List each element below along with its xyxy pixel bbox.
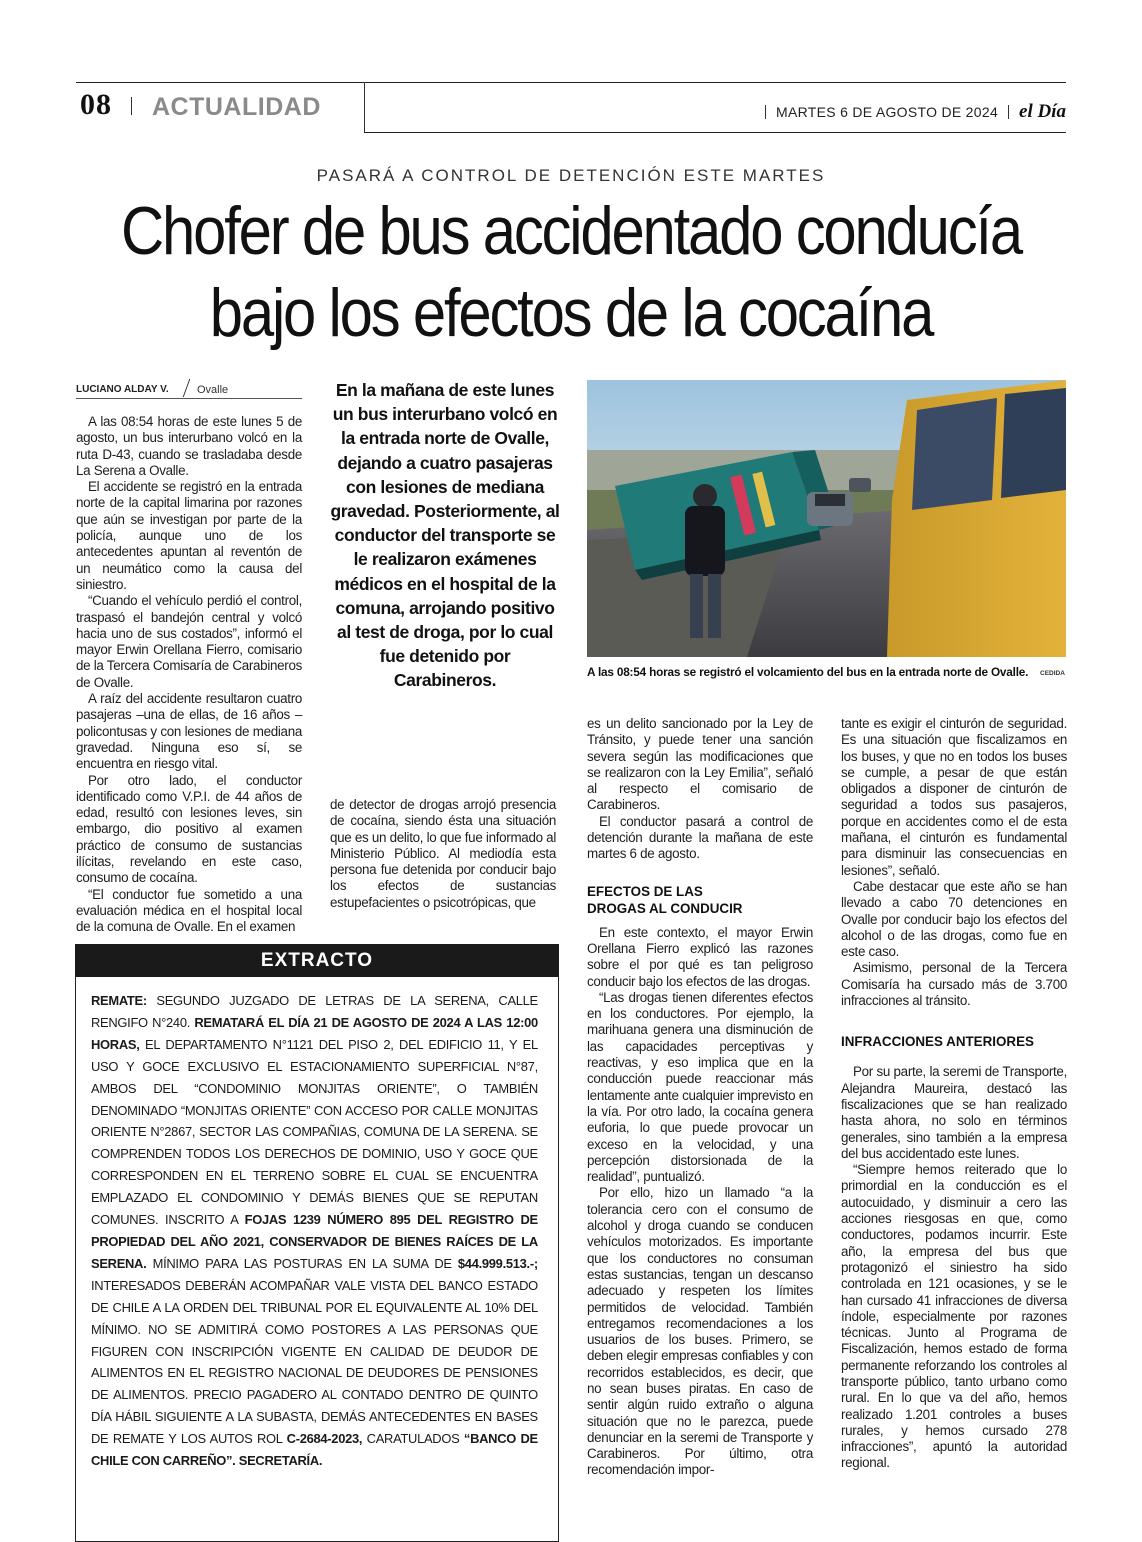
header-separator <box>131 97 132 115</box>
extracto-span: CARATULADOS <box>362 1431 464 1447</box>
headline-line-2: bajo los efectos de la cocaína <box>209 275 933 351</box>
paragraph: Por su parte, la seremi de Transporte, Alejandra Maureira, destacó las fiscalizaciones que se han realizado hasta ahora, no solo en términos generales, sino también a la empresa del bus accidentado este lunes. <box>841 1064 1067 1161</box>
paragraph: Cabe destacar que este año se han llevado a cabo 70 detenciones en Ovalle por conducir bajo los efectos del alcohol o de las drogas, como fue en este caso. <box>841 878 1067 960</box>
section-title: ACTUALIDAD <box>152 93 321 121</box>
paragraph: tante es exigir el cinturón de seguridad. Es una situación que fiscalizamos en los buses, y que no en todos los buses se cumple, a pesar de que están obligados a disponer de cinturón de seguridad a todos sus pasajeros, porque en accidentes como el de esta mañana, el cinturón es fundamental para disminuir las consecuencias en lesiones”, señaló. <box>841 716 1067 878</box>
subheading-line: DROGAS AL CONDUCIR <box>587 900 743 916</box>
article-headline <box>104 190 1039 354</box>
paragraph: de detector de drogas arrojó presencia de cocaína, siendo ésta una situación que es un delito, lo que fue informado al Ministerio Público. Al mediodía esta persona fue detenida por conducir bajo los efectos de sustancias estupefacientes o psicotrópicas, que <box>330 797 556 910</box>
paragraph: En este contexto, el mayor Erwin Orellana Fierro explicó las razones sobre el por qué es tan peligroso conducir bajo los efectos de las drogas. <box>587 924 813 989</box>
header-bottom-rule <box>364 132 1066 133</box>
extracto-bold: C-2684-2023, <box>286 1431 363 1447</box>
extracto-bold: “BANCO DE CHILE CON CARREÑO”. SECRETARÍA. <box>91 1431 538 1469</box>
extracto-text <box>91 990 538 1472</box>
paragraph: Por otro lado, el conductor identificado como V.P.I. de 44 años de edad, resultó con lesiones leves, sin embargo, dio positivo al examen práctico de consumo de sustancias ilícitas, revelando en este caso, consumo de cocaína. <box>76 772 302 886</box>
extracto-span: MÍNIMO PARA LAS POSTURAS EN LA SUMA DE <box>146 1255 458 1271</box>
extracto-bold: REMATE: <box>91 993 147 1008</box>
extracto-span: INTERESADOS DEBERÁN ACOMPAÑAR VALE VISTA DEL BANCO ESTADO DE CHILE A LA ORDEN DEL TRIBUNAL POR EL EQUIVALENTE AL 10% DEL MÍNIMO. NO SE ADMITIRÁ COMO POSTORES A LAS PERSONAS QUE FIGUREN CON INSCRIPCIÓN VIGENTE EN CALIDAD DE DEUDOR DE ALIMENTOS EN EL REGISTRO NACIONAL DE DEUDORES DE PENSIONES DE ALIMENTOS. PRECIO PAGADERO AL CONTADO DENTRO DE QUINTO DÍA HÁBIL SIGUIENTE A LA SUBASTA, DEMÁS ANTECEDENTES EN BASES DE REMATE Y LOS AUTOS ROL <box>91 1277 538 1447</box>
subheading-infracciones: INFRACCIONES ANTERIORES <box>841 1034 1034 1050</box>
brand-separator <box>1008 105 1009 119</box>
photo-caption: A las 08:54 horas se registró el volcamiento del bus en la entrada norte de Ovalle. <box>587 665 1029 679</box>
paragraph: A las 08:54 horas de este lunes 5 de agosto, un bus interurbano volcó en la ruta D-43, cuando se trasladaba desde La Serena a Ovalle. <box>76 414 302 478</box>
page-number: 08 <box>80 88 112 121</box>
bus-accident-photo <box>587 380 1066 657</box>
paragraph: “Las drogas tienen diferentes efectos en los conductores. Por ejemplo, la marihuana genera una disminución de las capacidades perceptivas y reactivas, y eso implica que en la conducción puede reaccionar más lentamente ante cualquier imprevisto en la vía. Por otro lado, la cocaína genera euforia, lo que puede provocar un exceso en la velocidad, y una percepción distorsionada de la realidad”, puntualizó. <box>587 989 813 1185</box>
paragraph: es un delito sancionado por la Ley de Tránsito, y puede tener una sanción severa según las modificaciones que se realizaron con la Ley Emilia”, señaló al respecto el comisario de Carabineros. <box>587 716 813 813</box>
paragraph: A raíz del accidente resultaron cuatro pasajeras –una de ellas, de 16 años – policontusas y con lesiones de mediana gravedad. Ninguna eso sí, se encuentra en riesgo vital. <box>76 691 302 772</box>
extracto-span: SEGUNDO JUZGADO DE LETRAS DE LA SERENA, CALLE RENGIFO N°240. <box>91 993 538 1030</box>
header-divider <box>364 82 365 132</box>
extracto-span: EL DEPARTAMENTO N°1121 DEL PISO 2, DEL EDIFICIO 11, Y EL USO Y GOCE EXCLUSIVO EL ESTACIONAMIENTO SUPERFICIAL N°87, AMBOS DEL “CONDOMINIO MONJITAS ORIENTE”, O TAMBIÉN DENOMINADO “MONJITAS ORIENTE” CON ACCESO POR CALLE MONJITAS ORIENTE N°2867, SECTOR LAS COMPAÑIAS, COMUNA DE LA SERENA. SE COMPRENDEN TODOS LOS DERECHOS DE DOMINIO, USO Y GOCE QUE CORRESPONDEN EN EL TERRENO SOBRE EL CUAL SE ENCUENTRA EMPLAZADO EL CONDOMINIO Y DEMÁS BIENES QUE SE REPUTAN COMUNES. INSCRITO A <box>91 1036 538 1228</box>
article-column-3 <box>587 716 813 1479</box>
photo-credit: CEDIDA <box>1040 670 1065 677</box>
issue-date: MARTES 6 DE AGOSTO DE 2024 <box>776 104 999 120</box>
subheading-efectos <box>587 883 813 917</box>
byline-slash <box>183 379 191 397</box>
extracto-bold: REMATARÁ EL DÍA 21 DE AGOSTO DE 2024 A LAS 12:00 HORAS, <box>91 1014 538 1052</box>
paragraph: “Cuando el vehículo perdió el control, traspasó el bandejón central y volcó hacia uno de sus costados”, informó el mayor Erwin Orellana Fierro, comisario de la Tercera Comisaría de Carabineros de Ovalle. <box>76 593 302 690</box>
headline-line-1: Chofer de bus accidentado conducía <box>121 193 1021 269</box>
article-column-2 <box>330 797 556 911</box>
paragraph: El conductor pasará a control de detención durante la mañana de este martes 6 de agosto. <box>587 813 813 862</box>
article-kicker: PASARÁ A CONTROL DE DETENCIÓN ESTE MARTES <box>316 166 826 185</box>
extracto-bold: $44.999.513.-; <box>457 1255 538 1271</box>
extracto-bold: FOJAS 1239 NÚMERO 895 DEL REGISTRO DE PROPIEDAD DEL AÑO 2021, CONSERVADOR DE BIENES RAÍCES DE LA SERENA. <box>91 1212 538 1271</box>
author-location: Ovalle <box>197 384 229 396</box>
paragraph: Por ello, hizo un llamado “a la tolerancia cero con el consumo de alcohol y droga cuando se conducen vehículos motorizados. Es importante que los conductores no consuman estas sustancias, tengan un descanso adecuado y respeten los límites permitidos de velocidad. También entregamos recomendaciones a los usuarios de los buses. Primero, se deben elegir empresas confiables y con recorridos establecidos, es decir, que no sean buses piratas. En caso de sentir algún ruido extraño o alguna situación que no le parezca, puede denunciar en la seremi de Transporte y Carabineros. Por último, otra recomendación impor- <box>587 1185 813 1478</box>
header-right <box>765 101 1066 123</box>
article-column-1 <box>76 414 302 936</box>
header-top-rule <box>76 82 1066 83</box>
subheading-line: EFECTOS DE LAS <box>587 883 703 899</box>
paragraph: “Siempre hemos reiterado que lo primordial en la conducción es el autocuidado, y disminuir a cero las acciones riesgosas en que, como conductores, podamos incurrir. Este año, la empresa del bus que protagonizó el siniestro ha sido controlada en 121 ocasiones, y se le han cursado 41 infracciones de diversa índole, especialmente por razones técnicas. Junto al Programa de Fiscalización, hemos estado de forma permanente reforzando los controles al transporte público, tanto urbano como rural. En lo que va del año, hemos realizado 1.201 controles a buses rurales, y hemos cursado 278 infracciones”, apuntó la autoridad regional. <box>841 1162 1067 1471</box>
author-name: LUCIANO ALDAY V. <box>76 384 169 395</box>
article-column-4 <box>841 716 1067 1472</box>
extracto-title: EXTRACTO <box>75 944 559 977</box>
byline-rule <box>76 398 302 399</box>
date-separator <box>765 105 766 119</box>
newspaper-logo: el Día <box>1019 101 1066 122</box>
paragraph: Asimismo, personal de la Tercera Comisaría ha cursado más de 3.700 infracciones al tránsito. <box>841 960 1067 1009</box>
article-photo <box>587 380 1066 657</box>
paragraph: El accidente se registró en la entrada norte de la capital limarina por razones que aún se investigan por parte de la policía, aunque uno de los antecedentes apuntan al reventón de un neumático como la causa del siniestro. <box>76 479 302 592</box>
pull-quote: En la mañana de este lunes un bus interurbano volcó en la entrada norte de Ovalle, dejando a cuatro pasajeras con lesiones de mediana gravedad. Posteriormente, al conductor del transporte se le realizaron exámenes médicos en el hospital de la comuna, arrojando positivo al test de droga, por lo cual fue detenido por Carabineros. <box>330 380 560 691</box>
paragraph: “El conductor fue sometido a una evaluación médica en el hospital local de la comuna de Ovalle. En el examen <box>76 886 302 935</box>
